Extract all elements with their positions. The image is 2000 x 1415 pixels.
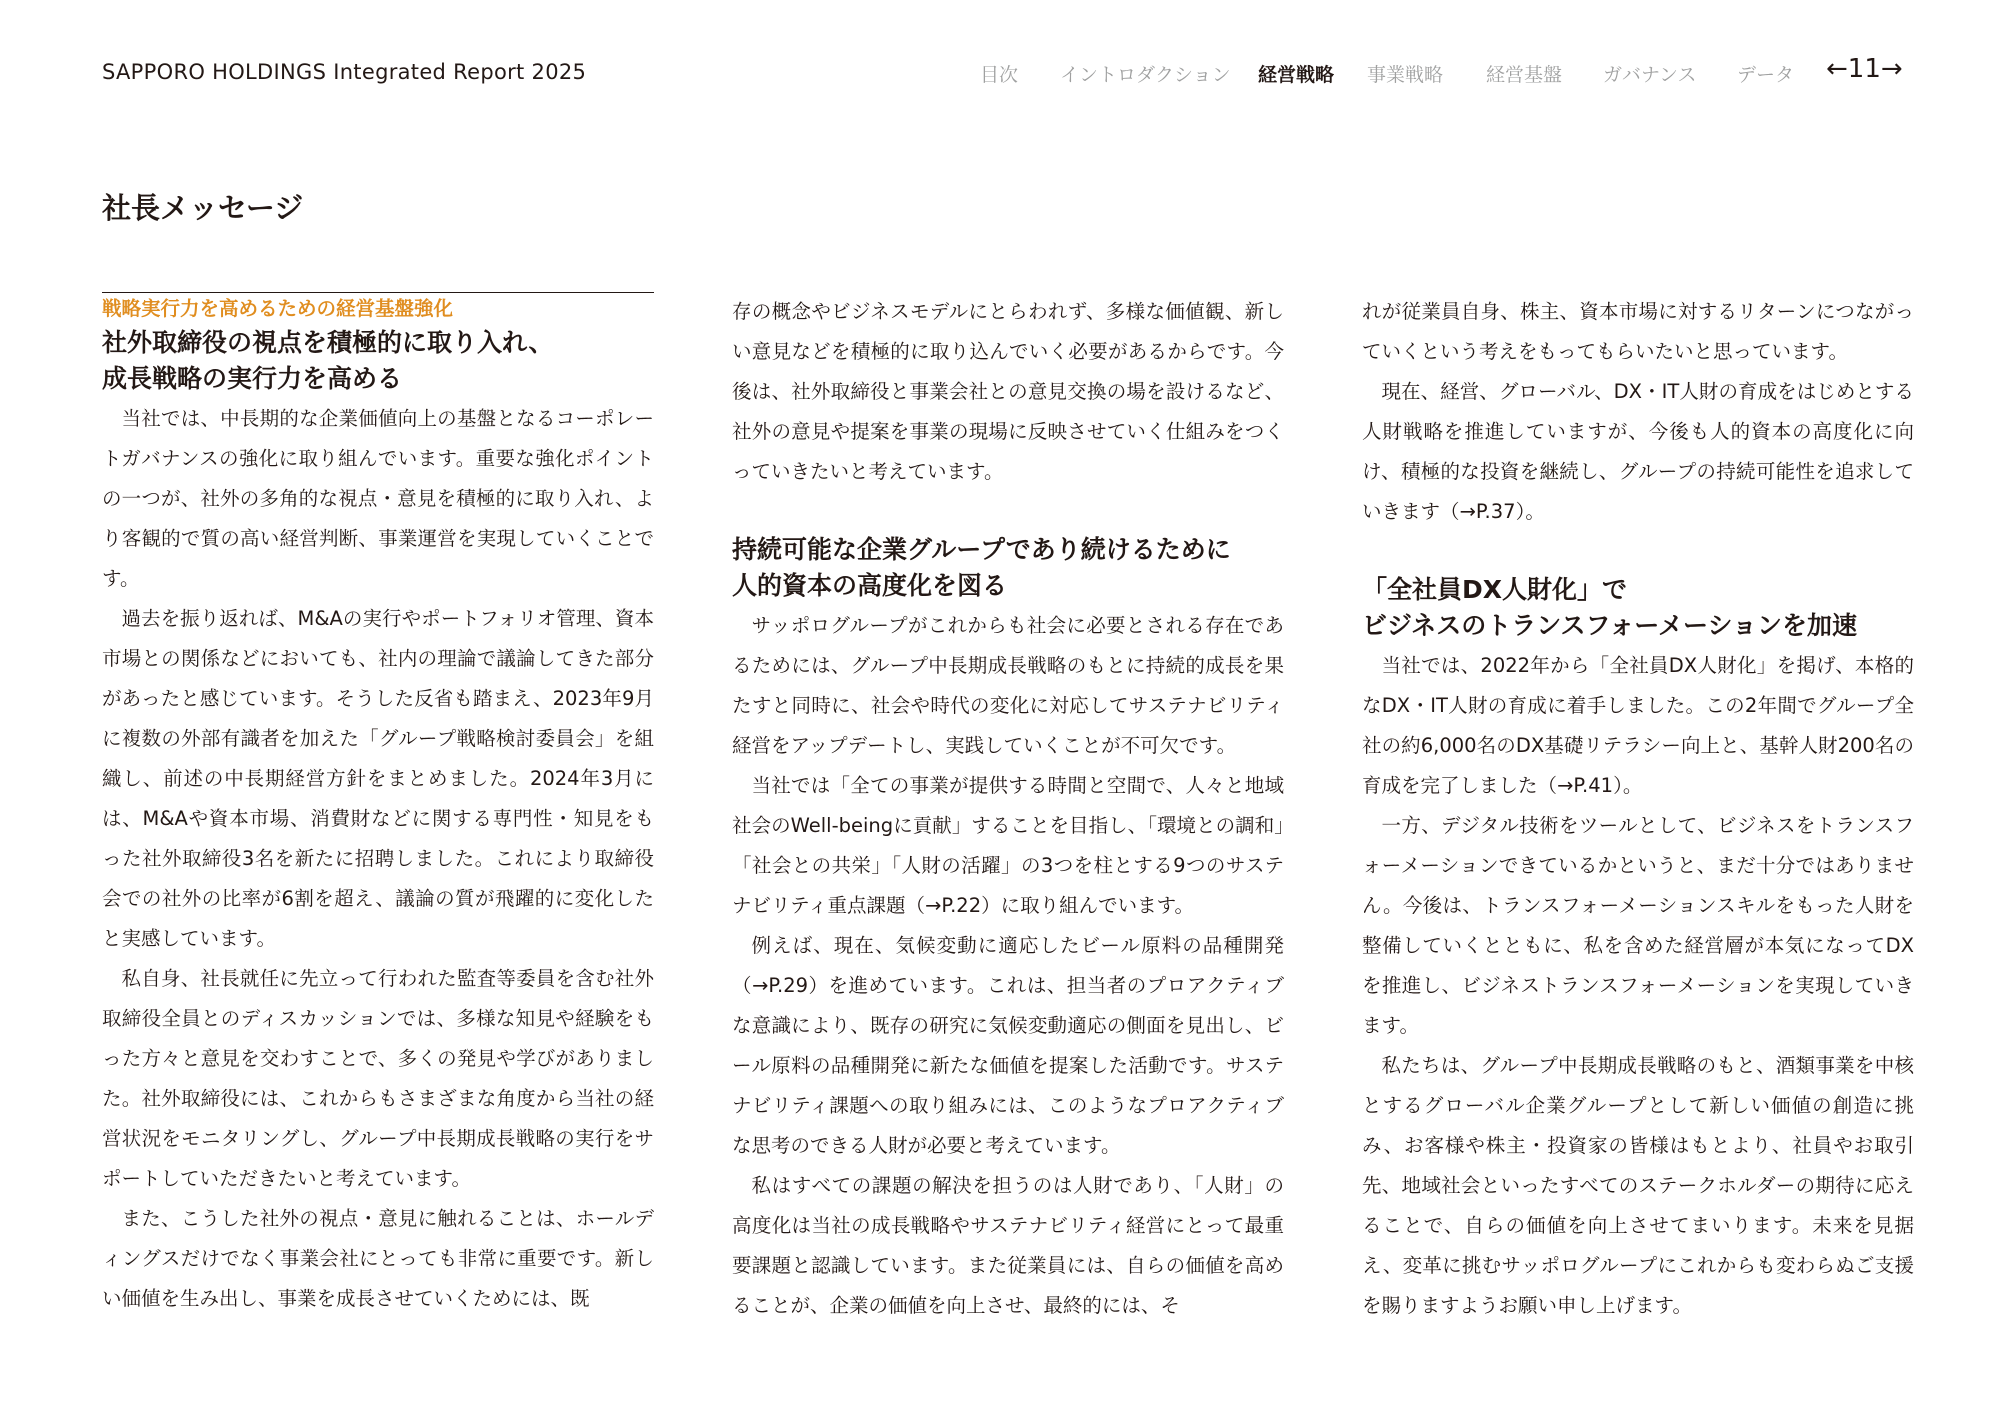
body-paragraph: 現在、経営、グローバル、DX・IT人財の育成をはじめとする人財戦略を推進していますが、今後も人的資本の高度化に向け、積極的な投資を継続し、グループの持続可能性を追求していきます（→P.37）。 bbox=[1362, 380, 1914, 523]
text-column-2 bbox=[732, 292, 1284, 1326]
nav-item-governance[interactable]: ガバナンス bbox=[1603, 64, 1697, 86]
body-paragraph: 当社では、2022年から「全社員DX人財化」を掲げ、本格的なDX・IT人財の育成に着手しました。この2年間でグループ全社の約6,000名のDX基礎リテラシー向上と、基幹人財200名の育成を完了しました（→P.41）。 bbox=[1362, 654, 1914, 797]
nav-item-management-foundation[interactable]: 経営基盤 bbox=[1486, 64, 1563, 86]
page-number: 11 bbox=[1847, 54, 1881, 84]
nav-item-introduction[interactable]: イントロダクション bbox=[1060, 64, 1231, 86]
page-heading: 社長メッセージ bbox=[102, 191, 304, 225]
body-paragraph: また、こうした社外の視点・意見に触れることは、ホールディングスだけでなく事業会社にとっても非常に重要です。新しい価値を生み出し、事業を成長させていくためには、既 bbox=[102, 1207, 654, 1310]
nav-item-contents[interactable]: 目次 bbox=[980, 64, 1019, 86]
section-heading-line: 人的資本の高度化を図る bbox=[732, 571, 1008, 600]
body-paragraph: 過去を振り返れば、M&Aの実行やポートフォリオ管理、資本市場との関係などにおいても、社内の理論で議論してきた部分があったと感じています。そうした反省も踏まえ、2023年9月に複数の外部有識者を加えた「グループ戦略検討委員会」を組織し、前述の中長期経営方針をまとめました。2024年3月には、M&Aや資本市場、消費財などに関する専門性・知見をもった社外取締役3名を新たに招聘しました。これにより取締役会での社外の比率が6割を超え、議論の質が飛躍的に変化したと実感しています。 bbox=[102, 607, 654, 950]
continued-paragraph: 存の概念やビジネスモデルにとらわれず、多様な価値観、新しい意見などを積極的に取り込んでいく必要があるからです。今後は、社外取締役と事業会社との意見交換の場を設けるなど、社外の意見や提案を事業の現場に反映させていく仕組みをつくっていきたいと考えています。 bbox=[732, 300, 1284, 483]
section-heading-line: 持続可能な企業グループであり続けるために bbox=[732, 535, 1231, 564]
section-nav bbox=[980, 58, 1918, 88]
body-paragraph: 私たちは、グループ中長期成長戦略のもと、酒類事業を中核とするグローバル企業グループとして新しい価値の創造に挑み、お客様や株主・投資家の皆様はもとより、社員やお取引先、地域社会といったすべてのステークホルダーの期待に応えることで、自らの価値を向上させてまいります。未来を見据え、変革に挑むサッポログループにこれからも変わらぬご支援を賜りますようお願い申し上げます。 bbox=[1362, 1054, 1914, 1317]
section-heading bbox=[732, 532, 1284, 604]
section-heading-line: ビジネスのトランスフォーメーションを加速 bbox=[1362, 611, 1858, 640]
section-heading bbox=[102, 325, 654, 397]
section-label: 戦略実行力を高めるための経営基盤強化 bbox=[102, 297, 454, 320]
body-paragraph: 当社では「全ての事業が提供する時間と空間で、人々と地域社会のWell-beingに貢献」することを目指し、「環境との調和」「社会との共栄」「人財の活躍」の3つを柱とする9つのサステナビリティ重点課題（→P.22）に取り組んでいます。 bbox=[732, 774, 1284, 917]
body-paragraph: サッポログループがこれからも社会に必要とされる存在であるためには、グループ中長期成長戦略のもとに持続的成長を果たすと同時に、社会や時代の変化に対応してサステナビリティ経営をアップデートし、実践していくことが不可欠です。 bbox=[732, 614, 1284, 757]
section-heading-line: 「全社員DX人財化」で bbox=[1362, 575, 1628, 604]
nav-item-business-strategy[interactable]: 事業戦略 bbox=[1367, 64, 1444, 86]
next-page-arrow-icon[interactable]: → bbox=[1880, 54, 1903, 84]
page-pager bbox=[1826, 54, 1903, 84]
text-column-1 bbox=[102, 292, 654, 1319]
section-heading-line: 成長戦略の実行力を高める bbox=[102, 364, 403, 393]
body-paragraph: 私自身、社長就任に先立って行われた監査等委員を含む社外取締役全員とのディスカッションでは、多様な知見や経験をもった方々と意見を交わすことで、多くの発見や学びがありました。社外取締役には、これからもさまざまな角度から当社の経営状況をモニタリングし、グループ中長期成長戦略の実行をサポートしていただきたいと考えています。 bbox=[102, 967, 654, 1190]
continued-paragraph: れが従業員自身、株主、資本市場に対するリターンにつながっていくという考えをもってもらいたいと思っています。 bbox=[1362, 300, 1914, 363]
body-paragraph: 当社では、中長期的な企業価値向上の基盤となるコーポレートガバナンスの強化に取り組んでいます。重要な強化ポイントの一つが、社外の多角的な視点・意見を積極的に取り入れ、より客観的で質の高い経営判断、事業運営を実現していくことです。 bbox=[102, 407, 654, 590]
body-paragraph: 私はすべての課題の解決を担うのは人財であり、「人財」の高度化は当社の成長戦略やサステナビリティ経営にとって最重要課題と認識しています。また従業員には、自らの価値を高めることが、企業の価値を向上させ、最終的には、そ bbox=[732, 1174, 1284, 1317]
body-paragraph: 例えば、現在、気候変動に適応したビール原料の品種開発（→P.29）を進めています。これは、担当者のプロアクティブな意識により、既存の研究に気候変動適応の側面を見出し、ビール原料の品種開発に新たな価値を提案した活動です。サステナビリティ課題への取り組みには、このようなプロアクティブな思考のできる人財が必要と考えています。 bbox=[732, 934, 1284, 1157]
report-title: SAPPORO HOLDINGS Integrated Report 2025 bbox=[102, 60, 587, 84]
section-heading bbox=[1362, 572, 1914, 644]
text-column-3 bbox=[1362, 292, 1914, 1326]
nav-item-data[interactable]: データ bbox=[1737, 64, 1795, 86]
nav-item-management-strategy[interactable]: 経営戦略 bbox=[1258, 64, 1335, 86]
body-paragraph: 一方、デジタル技術をツールとして、ビジネスをトランスフォーメーションできているかというと、まだ十分ではありません。今後は、トランスフォーメーションスキルをもった人財を整備していくとともに、私を含めた経営層が本気になってDXを推進し、ビジネストランスフォーメーションを実現していきます。 bbox=[1362, 814, 1914, 1037]
section-heading-line: 社外取締役の視点を積極的に取り入れ、 bbox=[102, 328, 554, 357]
prev-page-arrow-icon[interactable]: ← bbox=[1826, 54, 1848, 84]
